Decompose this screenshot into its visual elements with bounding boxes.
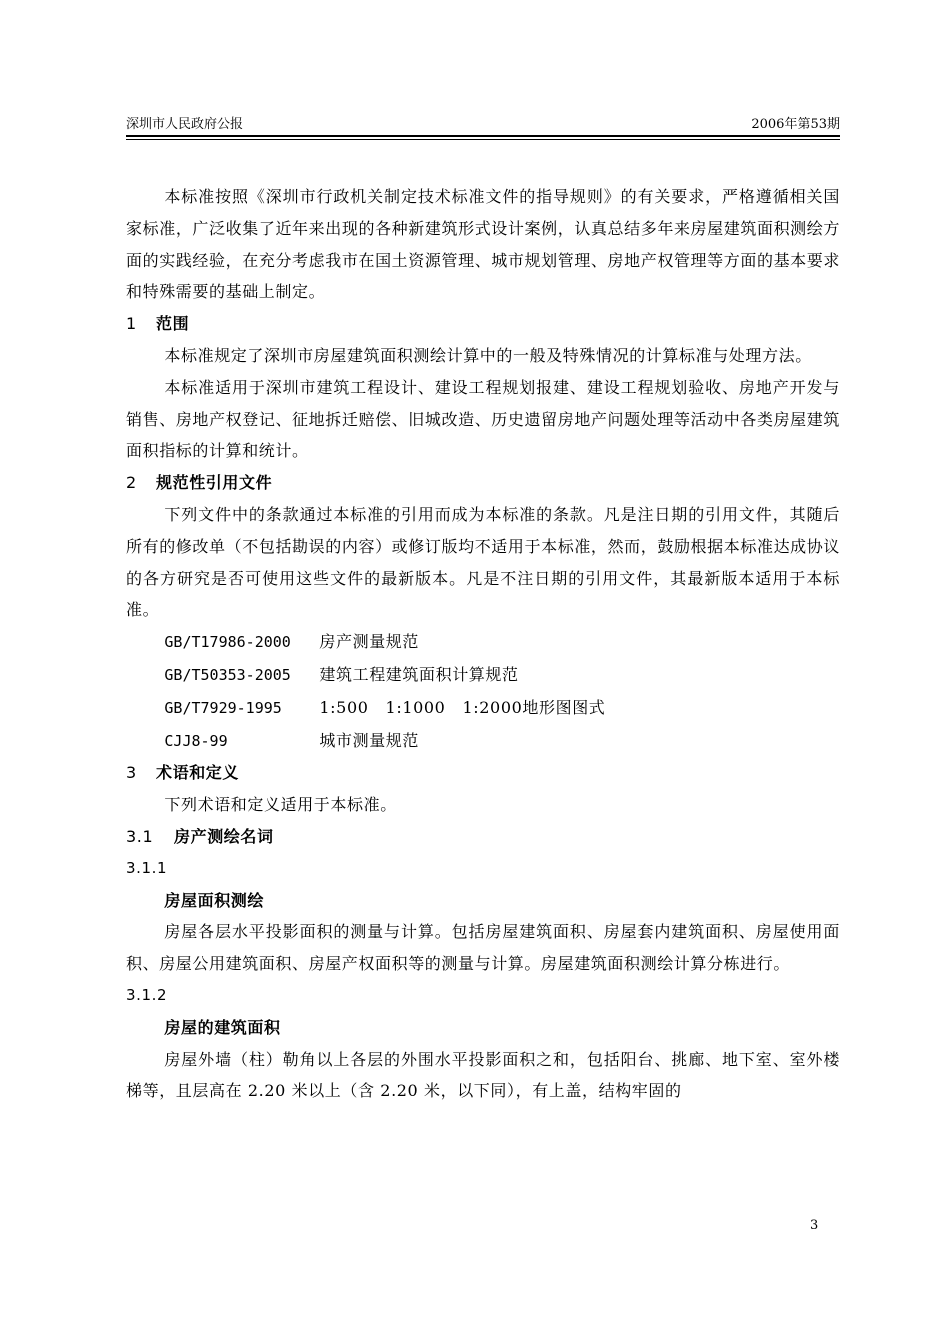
header-rule-thin: [126, 139, 840, 140]
reference-title: 房产测量规范: [319, 632, 419, 652]
section-title: 术语和定义: [156, 763, 240, 783]
subsection-3-1-heading: [126, 821, 840, 853]
section-1-paragraph-1: 本标准规定了深圳市房屋建筑面积测绘计算中的一般及特殊情况的计算标准与处理方法。: [164, 345, 812, 365]
reference-item: [126, 725, 840, 758]
document-body: [126, 181, 840, 1107]
section-3-paragraph-1: 下列术语和定义适用于本标准。: [164, 795, 397, 815]
reference-item: [126, 692, 840, 725]
section-2-heading: [126, 467, 840, 499]
clause-number: 3.1.1: [126, 858, 168, 877]
section-number: 2: [126, 473, 137, 493]
running-header: [126, 115, 840, 135]
reference-title: 城市测量规范: [319, 730, 419, 750]
section-2-paragraph-1: 下列文件中的条款通过本标准的引用而成为本标准的条款。凡是注日期的引用文件，其随后所有的修改单（不包括勘误的内容）或修订版均不适用于本标准，然而，鼓励根据本标准达成协议的各方研究是否可使用这些文件的最新版本。凡是不注日期的引用文件，其最新版本适用于本标准。: [126, 504, 840, 620]
reference-title: 建筑工程建筑面积计算规范: [319, 664, 519, 684]
reference-title: 1:500 1:1000 1:2000地形图图式: [319, 697, 606, 717]
section-3-heading: [126, 757, 840, 789]
reference-item: [126, 659, 840, 692]
term-definition: 房屋各层水平投影面积的测量与计算。包括房屋建筑面积、房屋套内建筑面积、房屋使用面积、房屋公用建筑面积、房屋产权面积等的测量与计算。房屋建筑面积测绘计算分栋进行。: [126, 922, 840, 974]
term-definition: 房屋外墙（柱）勒角以上各层的外围水平投影面积之和，包括阳台、挑廊、地下室、室外楼梯等，且层高在 2.20 米以上（含 2.20 米，以下同），有上盖，结构牢固的: [126, 1049, 840, 1101]
reference-code: GB/T17986-2000: [164, 633, 291, 652]
term-heading: 房屋面积测绘: [164, 890, 264, 910]
section-1-heading: [126, 308, 840, 340]
issue-number: 2006年第53期: [751, 117, 840, 132]
section-title: 范围: [156, 314, 190, 334]
term-heading: 房屋的建筑面积: [164, 1017, 281, 1037]
header-rule-thick: [126, 135, 840, 137]
intro-paragraph: 本标准按照《深圳市行政机关制定技术标准文件的指导规则》的有关要求，严格遵循相关国家标准，广泛收集了近年来出现的各种新建筑形式设计案例，认真总结多年来房屋建筑面积测绘方面的实践经验，在充分考虑我市在国土资源管理、城市规划管理、房地产权管理等方面的基本要求和特殊需要的基础上制定。: [126, 187, 840, 302]
section-number: 3: [126, 763, 137, 783]
reference-code: GB/T50353-2005: [164, 665, 291, 684]
subsection-number: 3.1: [126, 826, 154, 846]
subsection-title: 房产测绘名词: [174, 826, 274, 846]
clause-number: 3.1.2: [126, 985, 168, 1004]
reference-item: [126, 626, 840, 659]
gazette-title: 深圳市人民政府公报: [126, 117, 244, 132]
reference-code: GB/T7929-1995: [164, 698, 282, 717]
section-number: 1: [126, 314, 137, 334]
page-number: 3: [810, 1218, 819, 1233]
reference-code: CJJ8-99: [164, 731, 228, 750]
section-1-paragraph-2: 本标准适用于深圳市建筑工程设计、建设工程规划报建、建设工程规划验收、房地产开发与销售、房地产权登记、征地拆迁赔偿、旧城改造、历史遗留房地产问题处理等活动中各类房屋建筑面积指标的计算和统计。: [126, 377, 840, 461]
section-title: 规范性引用文件: [156, 473, 273, 493]
